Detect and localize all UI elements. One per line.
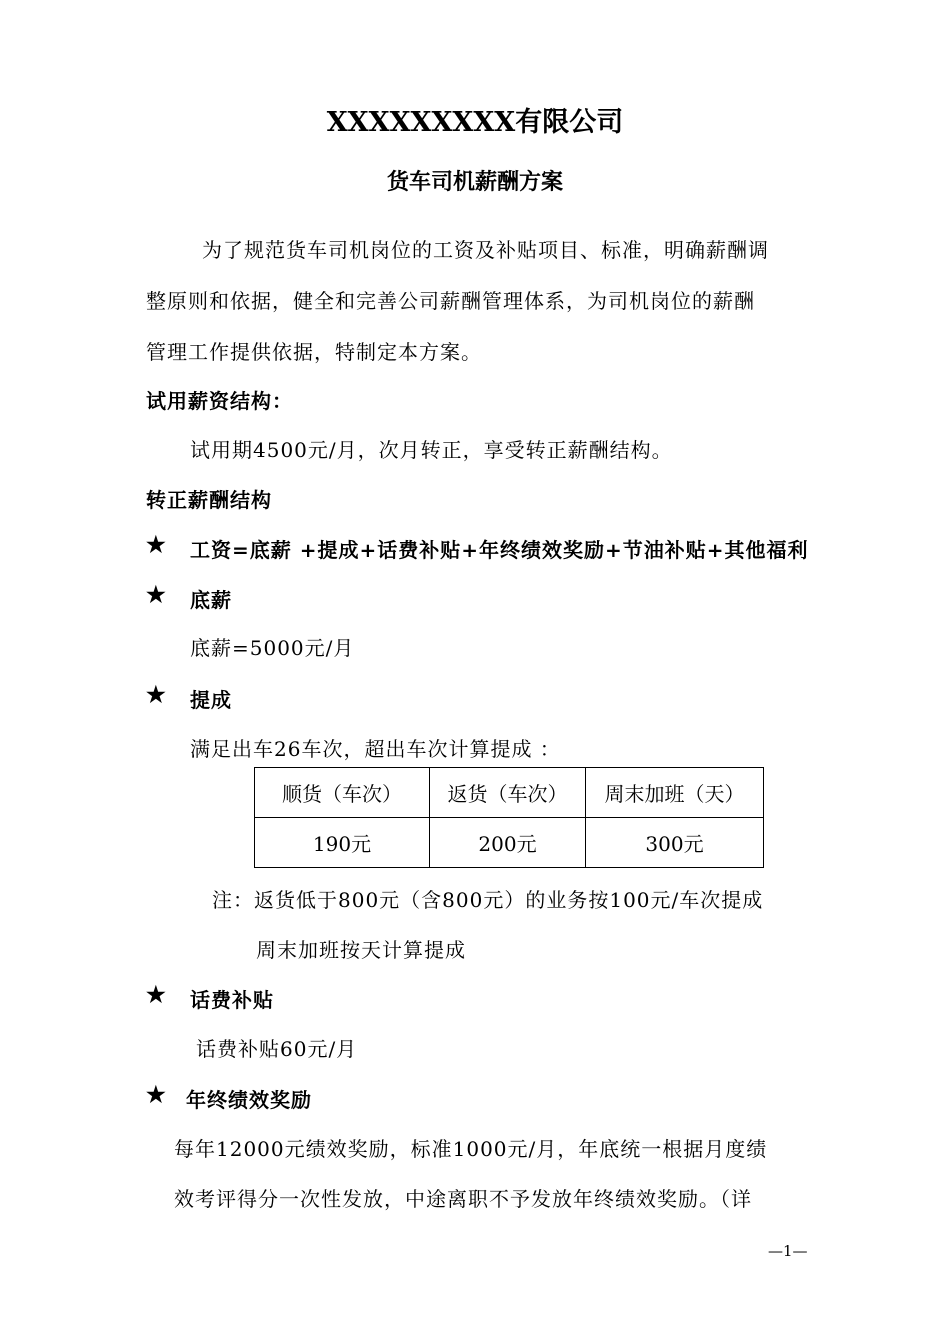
annual-bonus-heading: 年终绩效奖励 bbox=[186, 1088, 312, 1112]
phone-allowance-text: 话费补贴60元/月 bbox=[196, 1037, 358, 1061]
table-row bbox=[255, 768, 764, 818]
table-header-cell: 顺货（车次） bbox=[255, 768, 430, 818]
salary-formula: 工资=底薪 +提成+话费补贴+年终绩效奖励+节油补贴+其他福利 bbox=[190, 538, 809, 562]
table-cell: 200元 bbox=[430, 818, 586, 868]
regular-heading: 转正薪酬结构 bbox=[146, 488, 272, 512]
intro-line-1: 为了规范货车司机岗位的工资及补贴项目、标准，明确薪酬调 bbox=[202, 238, 769, 262]
table-cell: 300元 bbox=[586, 818, 764, 868]
annual-bonus-line-2: 效考评得分一次性发放，中途离职不予发放年终绩效奖励。（详 bbox=[174, 1187, 752, 1211]
phone-allowance-heading: 话费补贴 bbox=[190, 988, 274, 1012]
commission-text: 满足出车26车次，超出车次计算提成 ： bbox=[190, 737, 561, 761]
table-row bbox=[255, 818, 764, 868]
star-icon: ★ bbox=[146, 582, 166, 608]
commission-heading: 提成 bbox=[190, 688, 232, 712]
commission-note-2: 周末加班按天计算提成 bbox=[256, 938, 466, 962]
commission-note-1: 注：返货低于800元（含800元）的业务按100元/车次提成 bbox=[212, 888, 764, 912]
annual-bonus-line-1: 每年12000元绩效奖励，标准1000元/月，年底统一根据月度绩 bbox=[174, 1137, 768, 1161]
base-salary-text: 底薪=5000元/月 bbox=[190, 636, 355, 660]
intro-line-2: 整原则和依据，健全和完善公司薪酬管理体系，为司机岗位的薪酬 bbox=[146, 289, 755, 313]
star-icon: ★ bbox=[146, 532, 166, 558]
table-cell: 190元 bbox=[255, 818, 430, 868]
company-title: XXXXXXXXX有限公司 bbox=[326, 107, 624, 138]
probation-text: 试用期4500元/月，次月转正，享受转正薪酬结构。 bbox=[190, 438, 673, 462]
star-icon: ★ bbox=[146, 982, 166, 1008]
probation-heading: 试用薪资结构： bbox=[146, 389, 293, 413]
table-header-cell: 返货（车次） bbox=[430, 768, 586, 818]
star-icon: ★ bbox=[146, 1082, 166, 1108]
commission-table bbox=[254, 767, 764, 868]
intro-line-3: 管理工作提供依据，特制定本方案。 bbox=[146, 340, 482, 364]
table-header-cell: 周末加班（天） bbox=[586, 768, 764, 818]
document-subtitle: 货车司机薪酬方案 bbox=[386, 169, 563, 195]
star-icon: ★ bbox=[146, 682, 166, 708]
page-number: —1— bbox=[768, 1242, 808, 1260]
base-salary-heading: 底薪 bbox=[190, 588, 232, 612]
